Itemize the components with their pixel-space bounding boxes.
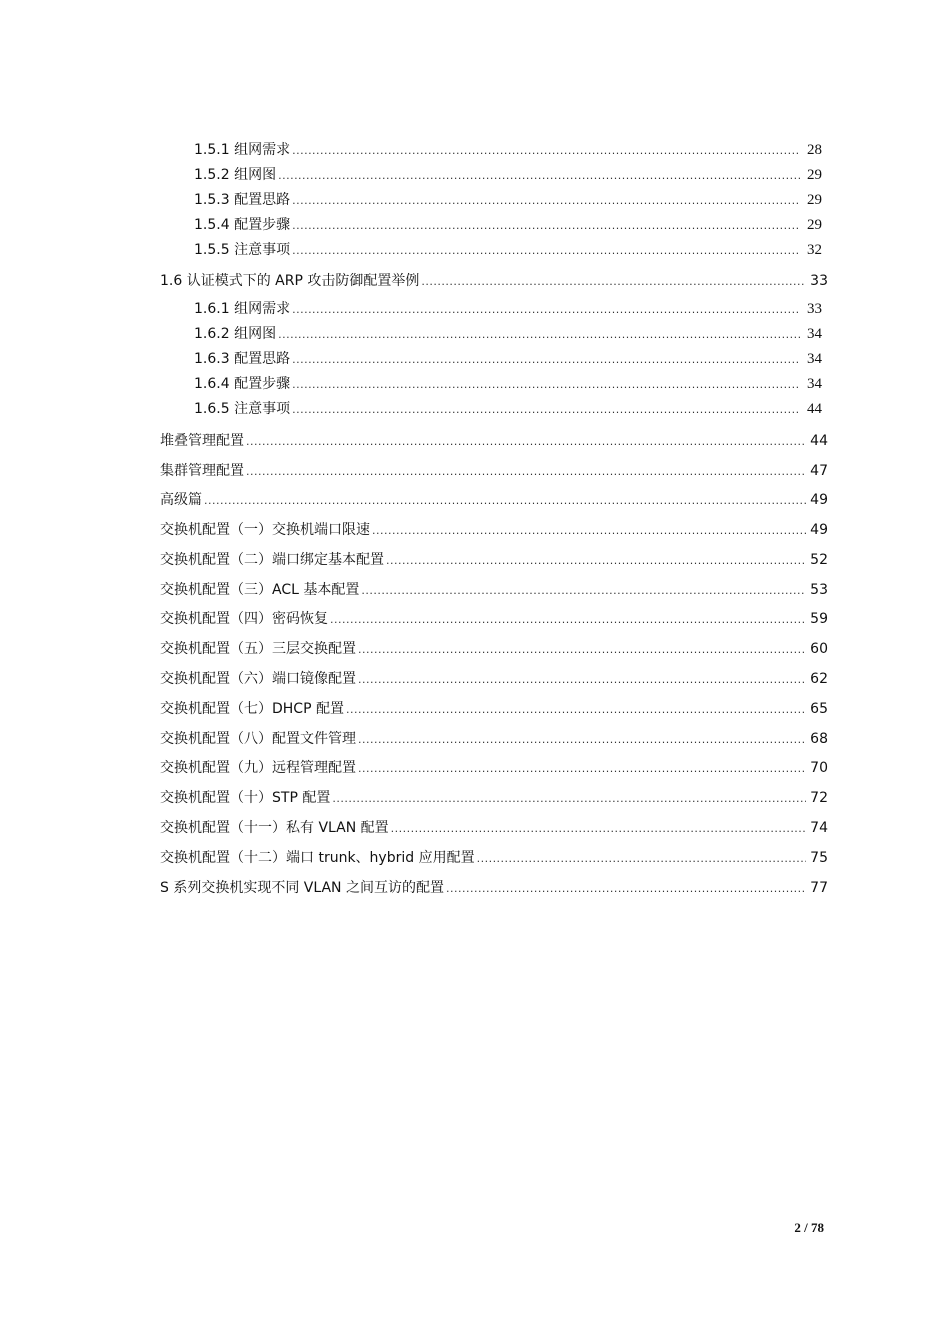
toc-dot-leader	[292, 398, 800, 423]
toc-entry-page-number: 68	[810, 730, 828, 747]
toc-entry[interactable]	[160, 754, 828, 784]
toc-entry-label: 1.6.1 组网需求	[194, 301, 291, 318]
toc-entry[interactable]	[160, 138, 828, 163]
toc-entry[interactable]	[160, 546, 828, 576]
toc-dot-leader	[361, 576, 806, 606]
toc-entry-label: 交换机配置（七）DHCP 配置	[160, 700, 344, 717]
toc-dot-leader	[292, 214, 800, 239]
toc-entry-label: 交换机配置（六）端口镜像配置	[160, 671, 356, 688]
toc-entry-page-number: 77	[810, 879, 828, 896]
toc-entry-page-number: 59	[810, 611, 828, 628]
toc-dot-leader	[278, 164, 800, 189]
toc-entry-label: 交换机配置（八）配置文件管理	[160, 730, 356, 747]
toc-entry-label: S 系列交换机实现不同 VLAN 之间互访的配置	[160, 879, 444, 896]
toc-entry[interactable]	[160, 347, 828, 372]
toc-entry-label: 交换机配置（九）远程管理配置	[160, 760, 356, 777]
toc-entry-page-number: 75	[810, 849, 828, 866]
toc-entry-label: 交换机配置（五）三层交换配置	[160, 641, 356, 658]
toc-entry[interactable]	[160, 665, 828, 695]
toc-entry-label: 1.6.4 配置步骤	[194, 375, 291, 392]
toc-dot-leader	[358, 754, 806, 784]
toc-entry[interactable]	[160, 605, 828, 635]
toc-dot-leader	[278, 323, 800, 348]
toc-dot-leader	[346, 695, 806, 725]
toc-dot-leader	[246, 427, 806, 457]
toc-entry-page-number: 74	[810, 820, 828, 837]
toc-entry[interactable]	[160, 516, 828, 546]
toc-dot-leader	[246, 457, 806, 487]
toc-entry-label: 交换机配置（四）密码恢复	[160, 611, 328, 628]
toc-entry-page-number: 53	[810, 581, 828, 598]
toc-dot-leader	[330, 605, 806, 635]
toc-dot-leader	[292, 348, 800, 373]
toc-entry-label: 1.6 认证模式下的 ARP 攻击防御配置举例	[160, 273, 420, 290]
toc-dot-leader	[292, 298, 800, 323]
toc-entry[interactable]	[160, 322, 828, 347]
toc-entry-label: 交换机配置（十）STP 配置	[160, 790, 331, 807]
toc-dot-leader	[477, 844, 806, 874]
toc-entry[interactable]	[160, 486, 828, 516]
toc-entry[interactable]	[160, 297, 828, 322]
toc-entry-page-number: 70	[810, 760, 828, 777]
toc-entry-label: 堆叠管理配置	[160, 432, 244, 449]
toc-entry-page-number: 29	[807, 216, 822, 233]
toc-entry-label: 交换机配置（十二）端口 trunk、hybrid 应用配置	[160, 849, 475, 866]
toc-dot-leader	[358, 725, 806, 755]
toc-entry[interactable]	[160, 163, 828, 188]
toc-dot-leader	[292, 189, 800, 214]
toc-entry[interactable]	[160, 725, 828, 755]
toc-entry-label: 交换机配置（十一）私有 VLAN 配置	[160, 820, 389, 837]
toc-entry-label: 1.5.3 配置思路	[194, 191, 291, 208]
toc-dot-leader	[386, 546, 806, 576]
toc-entry-page-number: 34	[807, 351, 822, 368]
toc-entry-label: 集群管理配置	[160, 462, 244, 479]
toc-entry-page-number: 47	[810, 462, 828, 479]
toc-entry[interactable]	[160, 576, 828, 606]
toc-entry-label: 交换机配置（二）端口绑定基本配置	[160, 551, 384, 568]
toc-entry-page-number: 44	[807, 400, 822, 417]
table-of-contents	[160, 138, 828, 903]
toc-entry-label: 1.6.3 配置思路	[194, 351, 291, 368]
toc-entry-page-number: 49	[810, 492, 828, 509]
toc-dot-leader	[446, 874, 806, 904]
toc-entry[interactable]	[160, 267, 828, 297]
toc-dot-leader	[391, 814, 806, 844]
toc-dot-leader	[292, 239, 800, 264]
toc-entry-page-number: 28	[807, 142, 822, 158]
toc-entry-label: 交换机配置（三）ACL 基本配置	[160, 581, 360, 598]
toc-entry[interactable]	[160, 427, 828, 457]
toc-entry-page-number: 33	[807, 301, 822, 318]
toc-entry-page-number: 29	[807, 166, 822, 183]
toc-entry[interactable]	[160, 695, 828, 725]
toc-dot-leader	[421, 267, 806, 297]
toc-entry-page-number: 62	[810, 671, 828, 688]
toc-entry-page-number: 34	[807, 326, 822, 343]
toc-entry-page-number: 32	[807, 241, 822, 258]
toc-entry-page-number: 34	[807, 375, 822, 392]
toc-entry-label: 1.5.4 配置步骤	[194, 216, 291, 233]
toc-entry[interactable]	[160, 372, 828, 397]
toc-entry[interactable]	[160, 635, 828, 665]
toc-entry-page-number: 52	[810, 551, 828, 568]
toc-dot-leader	[372, 516, 806, 546]
toc-entry-page-number: 29	[807, 191, 822, 208]
toc-entry-page-number: 65	[810, 700, 828, 717]
toc-entry-page-number: 44	[810, 432, 828, 449]
toc-entry-label: 1.6.2 组网图	[194, 326, 277, 343]
toc-entry-label: 1.6.5 注意事项	[194, 400, 291, 417]
toc-entry[interactable]	[160, 814, 828, 844]
toc-dot-leader	[332, 784, 806, 814]
toc-entry-page-number: 60	[810, 641, 828, 658]
toc-dot-leader	[292, 373, 800, 398]
toc-entry-label: 1.5.1 组网需求	[194, 142, 291, 158]
toc-entry-label: 1.5.2 组网图	[194, 166, 277, 183]
page-number-footer: 2 / 78	[794, 1220, 824, 1235]
toc-entry[interactable]	[160, 874, 828, 904]
toc-dot-leader	[204, 486, 806, 516]
toc-entry[interactable]	[160, 188, 828, 213]
toc-dot-leader	[358, 635, 806, 665]
toc-entry[interactable]	[160, 457, 828, 487]
toc-entry[interactable]	[160, 844, 828, 874]
toc-entry-label: 1.5.5 注意事项	[194, 241, 291, 258]
toc-entry[interactable]	[160, 238, 828, 263]
toc-entry[interactable]	[160, 213, 828, 238]
toc-entry-page-number: 72	[810, 790, 828, 807]
toc-entry[interactable]	[160, 784, 828, 814]
toc-entry-page-number: 33	[810, 273, 828, 290]
toc-dot-leader	[292, 139, 800, 164]
toc-entry-label: 交换机配置（一）交换机端口限速	[160, 522, 370, 539]
toc-dot-leader	[358, 665, 806, 695]
toc-entry-label: 高级篇	[160, 492, 202, 509]
toc-entry-page-number: 49	[810, 522, 828, 539]
toc-entry[interactable]	[160, 397, 828, 422]
